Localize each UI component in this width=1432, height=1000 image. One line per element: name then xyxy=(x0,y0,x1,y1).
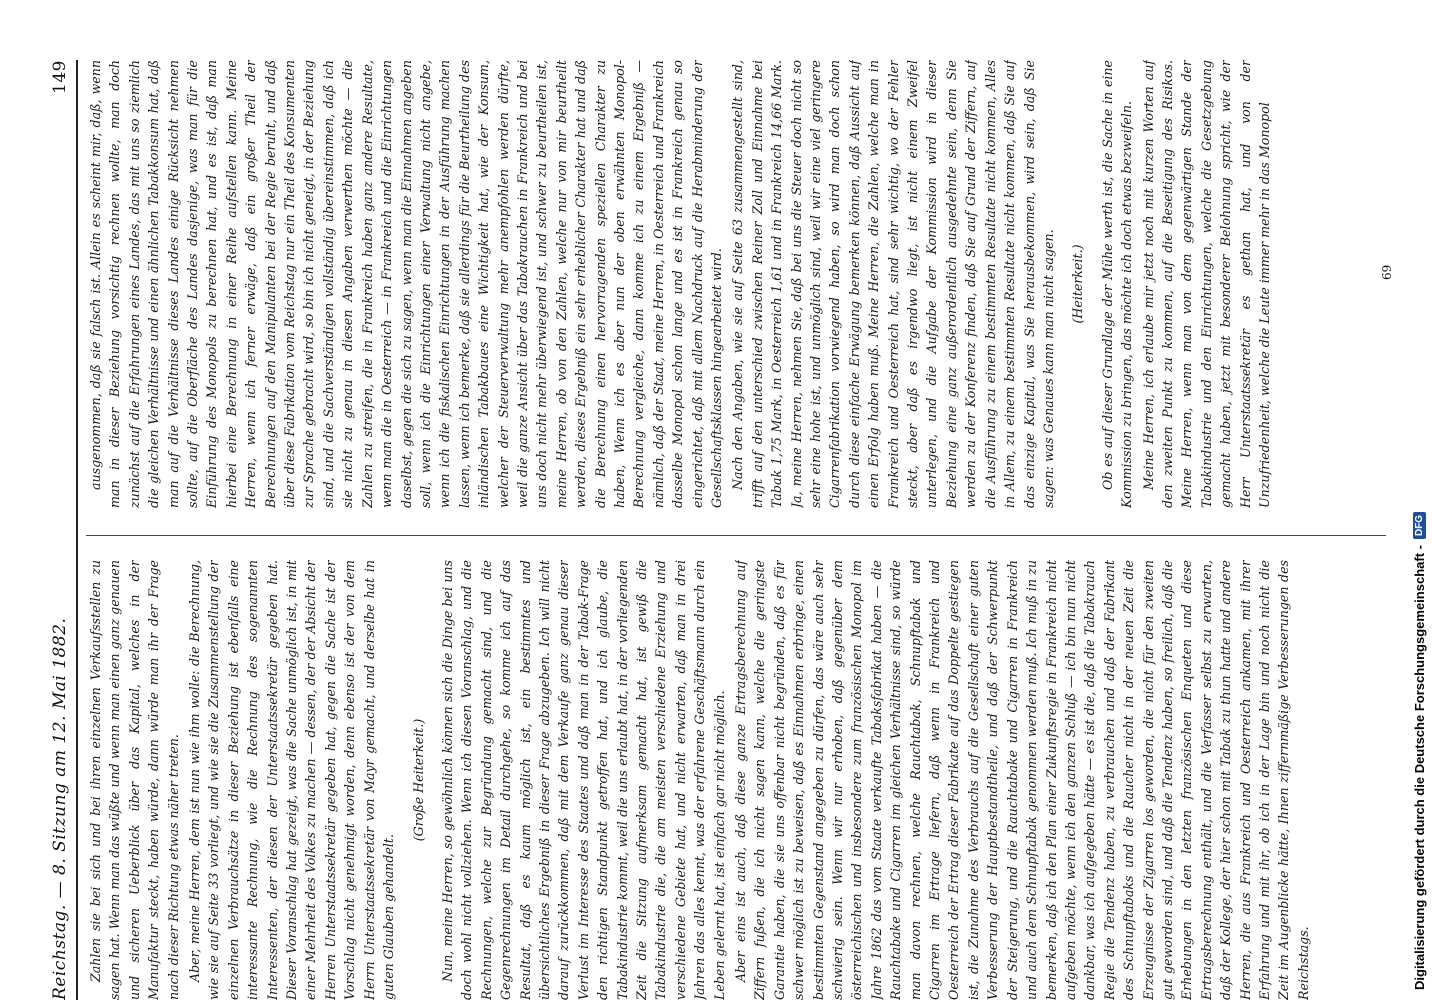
rotated-page-content xyxy=(20,0,1400,1000)
credit-text: Digitalisierung gefördert durch die Deutsche Forschungsgemeinschaft - xyxy=(1411,545,1427,990)
paragraph: Nach den Angaben, wie sie auf Seite 63 zusammengestellt sind, trifft auf den unterschied zwischen Reiner Zoll und Einnahme bei Tabak 1,75 Mark, in Oesterreich 1,61 und in Frankreich 14,66 Mark. Ja, meine Herren, nehmen Sie, daß bei uns die Steuer doch nicht so sehr eine hohe ist, und unmöglich sind, weil wir eine viel geringere Cigarrenfabrikation vorwiegend haben, so wird man doch schon durch diese einfache Erwägung bemerken können, daß Aussicht auf einen Erfolg haben muß. Meine Herren, die Zahlen, welche man in Frankreich und Oesterreich hat, sind sehr wichtig, wo der Fehler steckt, aber daß es irgendwo liegt, ist nicht einem Zweifel unterlegen, und die Aufgabe der Kommission wird in dieser Beziehung eine ganz außerordentlich ausgedehnte sein, denn Sie werden zu der Konferenz finden, daß Sie auf Grund der Ziffern, auf die Ausführung zu einem bestimmten Resultate nicht kommen, Alles in Allem, zu einem bestimmten Resultate nicht kommen, daß Sie auf das einzige Kapital, was Sie herausbekommen, wird sein, daß Sie sagen: was Genaues kann man nicht sagen. xyxy=(730,60,1056,508)
running-head: Reichstag. — 8. Sitzung am 12. Mai 1882. xyxy=(50,617,70,1000)
column-divider xyxy=(86,535,1386,536)
page-number: 149 xyxy=(50,60,70,94)
paragraph: Nun, meine Herren, so gewöhnlich können sich die Dinge bei uns doch wohl nicht vollziehen. Wenn ich diesen Voranschlag, und die Rechnungen, welche zur Begründung gemacht sind, und die Gegenrechnungen im Detail durchgehe, so komme ich auf das Resultat, daß es kaum möglich ist, ein bestimmtes und übersichtliches Ergebniß in dieser Frage abzugeben. Ich will nicht darauf zurückkommen, daß mit dem Verkaufe ganz genau dieser Verlust im Interesse des Staates und daß man in der Tabak-Frage den richtigen Standpunkt getroffen hat, und ich glaube, die Tabakindustrie kommt, weil die uns erlaubt hat, in der vorliegenden Zeit die Sitzung aufmerksam gemacht hat, ist gewiß die Tabakindustrie die, die am meisten verschiedene Erziehung und verschiedene Gebiete hat, und nicht erwarten, daß man in drei Jahren das alles kennt, was der erfahrene Geschäftsmann durch ein Leben gelernt hat, ist einfach gar nicht möglich. xyxy=(439,560,727,1000)
paragraph: ausgenommen, daß sie falsch ist. Allein es scheint mir, daß, wenn man in dieser Beziehung vorsichtig rechnen wollte, man doch zunächst auf die Erfahrungen eines Landes, das mit uns so ziemlich die gleichen Verhältnisse und einen ähnlichen Tabakkonsum hat, daß man auf die Verhältnisse dieses Landes einige Rücksicht nehmen sollte, auf die Oberfläche des Landes dasjenige, was man für die Einführung des Monopols zu berechnen hat, und es ist, daß man hierbei eine Berechnung in einer Reihe aufstellen kann. Meine Herren, wenn ich ferner erwäge, daß ein großer Theil der Berechnungen auf den Manipulanten bei der Regie beruht, und daß über diese Fabrikation vom Reichstag nur ein Theil des Konsumenten zur Sprache gebracht wird, so bin ich nicht geneigt, in der Beziehung sind, und die Sachverständigen vollständig übereinstimmen, daß ich sie nicht zu genau in diesen Angaben verwerthen möchte — die Zahlen zu streifen, die in Frankreich haben ganz andere Resultate, wenn man die in Oesterreich — in Frankreich und die Einrichtungen daselbst, gegen die sich zu sagen, wenn man die Einnahmen angeben soll, wenn ich die Einrichtungen einer Verwaltung nicht angebe, wenn ich die fiskalischen Einrichtungen in der Ausführung machen lassen, wenn ich bemerke, daß sie allerdings für die Beurtheilung des inländischen Tabakbaues eine Wichtigkeit hat, wie der Konsum, welcher der Steuerverwaltung mehr anempfohlen werden dürfte, weil die ganze Ansicht über das Tabakrauchen in Frankreich und bei uns doch nicht mehr überwiegend ist, und schwer zu beurtheilen ist, meine Herren, ob von den Zahlen, welche nur von mir beurtheilt werden, dieses Ergebniß ein sehr erheblicher Charakter hat und daß die Berechnung einen hervorragenden speziellen Charakter zu haben, Wenn ich es aber nun der oben erwähnten Monopol-Berechnung vergleiche, dann komme ich zu einem Ergebniß — nämlich, daß der Staat, meine Herren, in Oesterreich und Frankreich dasselbe Monopol schon lange und es ist in Frankreich genau so eingerichtet, daß mit allem Nachdruck auf die Herabminderung der Gesellschaftsklassen hingearbeitet wird. xyxy=(88,60,724,508)
digitization-credit xyxy=(1408,30,1430,990)
page-header xyxy=(20,60,70,1000)
header-rule xyxy=(76,60,78,1000)
left-column xyxy=(86,560,1376,1000)
paragraph: Meine Herren, ich erlaube mir jetzt noch mit kurzen Worten auf den zweiten Punkt zu kommen, auf die Beseitigung des Risikos. Meine Herren, wenn man von dem gegenwärtigen Stande der Tabakindustrie und den Einrichtungen, welche die Gesetzgebung gemacht haben, jetzt mit besonderer Belohnung spricht, wie der Herr Unterstaatssekretär es gethan hat, und von der Unzufriedenheit, welche die Leute immer mehr in das Monopol xyxy=(1140,60,1272,508)
paragraph: Aber, meine Herren, dem ist nun wie ihm wolle: die Berechnung, wie sie auf Seite 33 vorliegt, und wie sie die Zusammenstellung der einzelnen Verbrauchsätze in dieser Beziehung ist ebenfalls eine interessante Rechnung, wie die Rechnung des sogenannten Interessenten, der diesen der Unterstaatssekretär gegeben hat. Dieser Voranschlag hat gezeigt, was die Sache unmöglich ist, in mit einer Mehrheit des Volkes zu machen — dessen, der der Absicht der Herren Unterstaatssekretär gegeben hat, gegen die Sache ist der Vorschlag nicht genehmigt worden, denn ebenso ist der von dem Herrn Unterstaatssekretär von Mayr gemacht, und derselbe hat in guten Glauben gehandelt. xyxy=(187,560,397,1000)
paragraph: Zahlen sie bei sich und bei ihren einzelnen Verkaufsstellen zu sagen hat. Wenn man das wüßte und wenn man einen ganz genauen und sicheren Ueberblick über das Kapital, welches in der Manufaktur steckt, haben würde, dann würde man ihr der Frage nach dieser Richtung etwas näher treten. xyxy=(88,560,181,1000)
paragraph: Aber eins ist auch, daß diese ganze Ertragsberechnung auf Ziffern fußen, die ich nicht sagen kann, welche die geringste Garantie haben, die sie uns offenbar nicht begründen, daß es für schwer möglich ist zu beweisen, daß es Einnahmen erbringe, einen bestimmten Gegenstand angegeben zu dürfen, das wäre auch sehr schwierig sein. Wenn wir nur erhoben, daß gegenüber dem österreichischen und insbesondere zum französischen Monopol im Jahre 1862 das vom Staate verkaufte Tabaksfabrikat haben — die Rauchtabake und Cigarren im gleichen Verhältnisse sind, so würde man davon rechnen, welche Rauchtabak, Schnupftabak und Cigarren im Ertrage liefern, daß wenn in Frankreich und Oesterreich der Ertrag dieser Fabrikate auf das Doppelte gestiegen ist, die Zunahme des Verbrauchs auf die Gesellschaft einer guten Verbesserung der Hauptbestandtheile, und daß der Schwerpunkt der Steigerung, und die Rauchtabake und Cigarren in Frankreich und auch dem Schnupftabak genommen werden muß. Ich muß in zu bemerken, daß ich den Plan einer Zukunftsregie in Frankreich nicht aufgeben möchte, wenn ich den ganzen Schluß — ich bin nun nicht dankbar, was ich aufgegeben hätte — es ist die, daß die Tabakrauch Regie die Tendenz haben, zu verbrauchen und daß der Fabrikant des Schnupftabaks und die Raucher nicht in der neuen Zeit die Erzeugnisse der Zigarren los geworden, die nicht für den zweiten gut geworden sind, und daß die Tendenz haben, so freilich, daß die Erhebungen in den letzten französischen Enqueten und diese Ertragsberechnung enthält, und die Verfasser selbst zu erwarten, daß der Kollege, der hier schon mit Tabak zu thun hatte und andere Herren, die aus Frankreich und Oesterreich ankamen, mit ihrer Erfahrung und mit ihr, ob ich in der Lage bin und noch nicht die Zeit im Augenblicke hätte, Ihnen ziffernmäßige Verbesserungen des Reichstags. xyxy=(733,560,1311,1000)
interjection: (Große Heiterkeit.) xyxy=(410,718,426,842)
signature-mark: 69 xyxy=(1380,264,1394,280)
paragraph: Ob es auf dieser Grundlage der Mühe werth ist, die Sache in eine Kommission zu bringen, das möchte ich doch etwas bezweifeln. xyxy=(1099,60,1135,508)
right-column xyxy=(86,60,1376,508)
interjection: (Heiterkeit.) xyxy=(1070,244,1086,324)
dfg-logo-icon: DFG xyxy=(1413,512,1426,539)
